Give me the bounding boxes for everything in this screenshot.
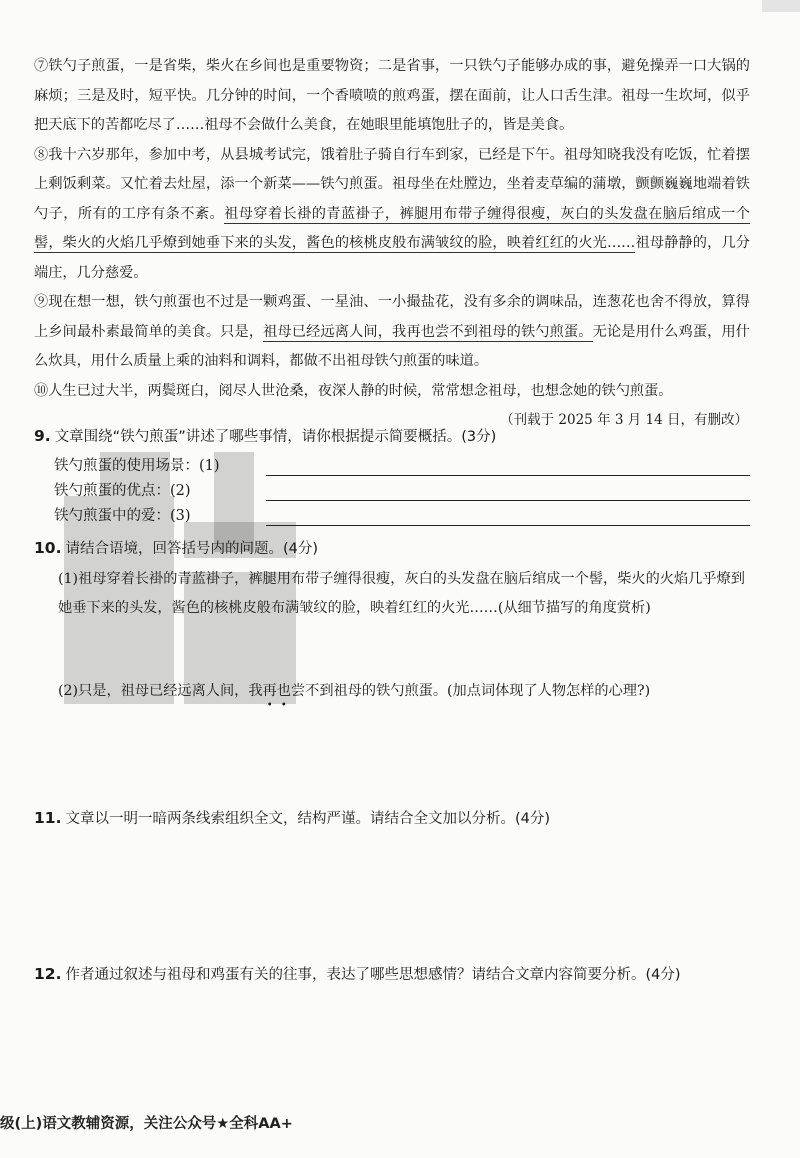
- question-10: [34, 536, 750, 706]
- paragraph-8-text: ⑧我十六岁那年，参加中考，从县城考试完，饿着肚子骑自行车到家，已经是下午。祖母知晓我没有吃饭，忙着摆上剩饭剩菜。又忙着去灶屋，添一个新菜——铁勺煎蛋。祖母坐在灶膛边，坐着麦草编的蒲墩，颤颤巍巍地端着铁勺子，所有的工序有条不紊。: [34, 146, 750, 222]
- footer-banner: 级(上)语文教辅资源，关注公众号★全科AA+: [0, 1116, 293, 1132]
- question-12-text: 作者通过叙述与祖母和鸡蛋有关的往事，表达了哪些思想感情？请结合文章内容简要分析。(4分): [65, 967, 681, 983]
- paragraph-10: ⑩人生已过大半，两鬓斑白，阅尽人世沧桑，夜深人静的时候，常常想念祖母，也想念她的铁勺煎蛋。: [34, 382, 673, 399]
- question-9-number: 9.: [34, 427, 51, 445]
- answer-line-2[interactable]: [54, 480, 750, 505]
- question-11-number: 11.: [34, 809, 62, 827]
- paragraph-9-text: ⑨现在想一想，铁勺煎蛋也不过是一颗鸡蛋、一星油、一小撮盐花，没有多余的调味品，连葱花也舍不得放，算得上乡间最朴素最简单的美食。只是，: [34, 294, 750, 340]
- question-9-text: 文章围绕“铁勺煎蛋”讲述了哪些事情，请你根据提示简要概括。(3分): [54, 429, 497, 445]
- answer-line-1[interactable]: [54, 455, 750, 480]
- underlined-sentence-2: 祖母已经远离人间，我再也尝不到祖母的铁勺煎蛋。: [263, 323, 593, 340]
- question-11: [34, 806, 750, 831]
- emphasis-dot-word-2: 也: [276, 683, 291, 699]
- paragraph-9-end: 无论是用什么鸡蛋，用什么炊具，用什么质量上乘的油料和调料，都做不出祖母铁勺煎蛋的味道。: [34, 323, 750, 369]
- source-note: （刊载于 2025 年 3 月 14 日，有删改）: [500, 412, 748, 428]
- paragraph-7: ⑦铁勺子煎蛋，一是省柴，柴火在乡间也是重要物资；二是省事，一只铁勺子能够办成的事，避免操弄一口大锅的麻烦；三是及时，短平快。几分钟的时间，一个香喷喷的煎鸡蛋，摆在面前，让人口舌生津。祖母一生坎坷，似乎把天底下的苦都吃尽了……祖母不会做什么美食，在她眼里能填饱肚子的，皆是美食。: [34, 58, 750, 133]
- underlined-sentence-1: 祖母穿着长褂的青蓝褂子，裤腿用布带子缠得很瘦，灰白的头发盘在脑后绾成一个髻，柴火的火焰几乎燎到她垂下来的头发，酱色的核桃皮般布满皱纹的脸，映着红红的火光……: [34, 205, 750, 251]
- question-12-number: 12.: [34, 965, 62, 983]
- answer-label-1: 铁勺煎蛋的使用场景：(1): [54, 458, 220, 474]
- answer-underline-2: [266, 500, 750, 501]
- paragraph-8: [34, 141, 750, 289]
- answer-label-3: 铁勺煎蛋中的爱：(3): [54, 508, 191, 524]
- question-9: [34, 424, 750, 530]
- question-12: [34, 962, 750, 987]
- question-10-number: 10.: [34, 539, 62, 557]
- answer-underline-1: [266, 475, 750, 476]
- reading-passage: [34, 52, 750, 434]
- emphasis-dot-word-1: 再: [262, 683, 277, 699]
- question-11-text: 文章以一明一暗两条线索组织全文，结构严谨。请结合全文加以分析。(4分): [65, 811, 551, 827]
- answer-underline-3: [266, 525, 750, 526]
- question-10-part-1: (1)祖母穿着长褂的青蓝褂子，裤腿用布带子缠得很瘦，灰白的头发盘在脑后绾成一个髻，柴火的火焰几乎燎到她垂下来的头发，酱色的核桃皮般布满皱纹的脸，映着红红的火光……(从细节描写的角度赏析): [58, 571, 745, 616]
- paragraph-8-end: 祖母静静的，几分端庄，几分慈爱。: [34, 235, 750, 281]
- paragraph-9: [34, 288, 750, 377]
- answer-label-2: 铁勺煎蛋的优点：(2): [54, 483, 191, 499]
- scan-corner-mark: [762, 0, 800, 12]
- answer-line-3[interactable]: [54, 505, 750, 530]
- question-10-text: 请结合语境，回答括号内的问题。(4分): [65, 541, 319, 557]
- question-10-part-2: (2)只是，祖母已经远离人间，我再也尝不到祖母的铁勺煎蛋。(加点词体现了人物怎样的心理?): [58, 683, 651, 699]
